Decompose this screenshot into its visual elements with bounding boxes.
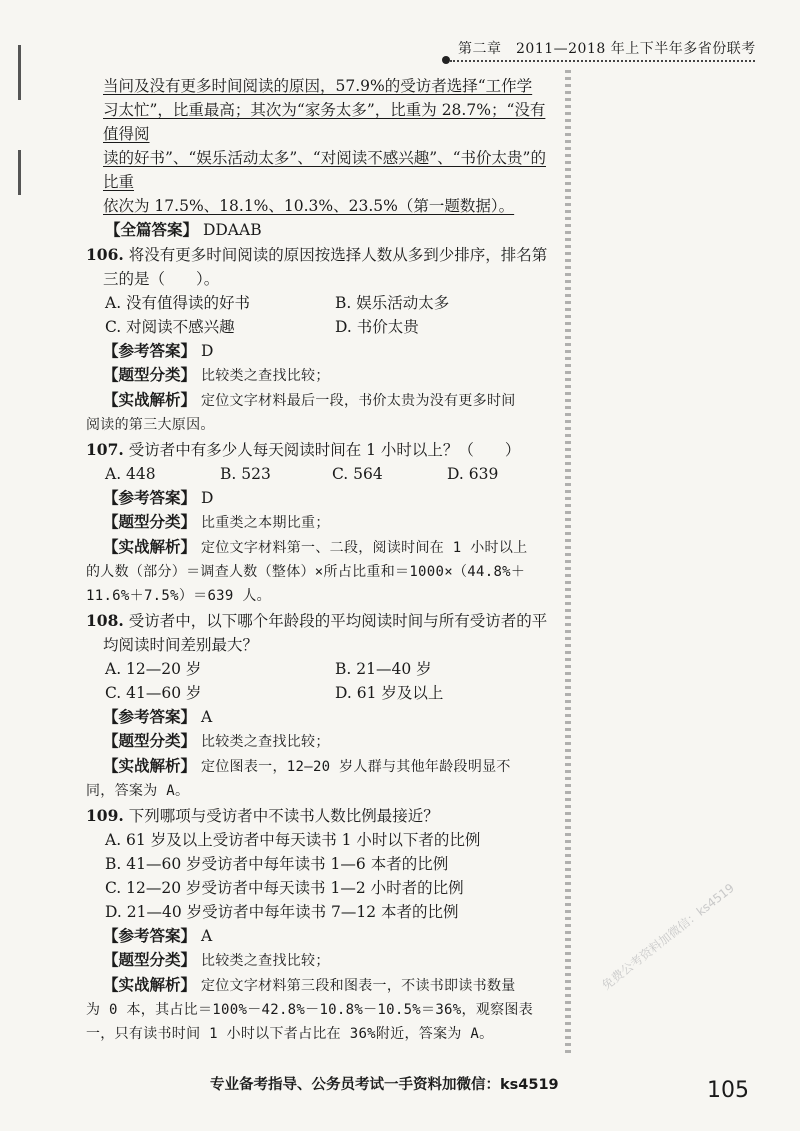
type-line [103,510,558,535]
left-margin-bar-top [18,45,21,100]
type-label: 【题型分类】 [103,513,197,531]
running-header: 第二章 2011—2018 年上下半年多省份联考 [458,41,756,57]
full-answer-label: 【全篇答案】 [105,221,199,239]
option: D. 61 岁及以上 [335,684,444,702]
analysis-text: 定位文字材料第三段和图表一，不读书即读书数量 [200,978,516,994]
question-stem [86,804,558,828]
question-106 [86,243,558,291]
option: B. 娱乐活动太多 [335,294,450,312]
question-number: 109. [86,806,124,825]
answer-line [103,339,558,363]
analysis-line [103,535,558,560]
analysis-text: 阅读的第三大原因。 [86,417,215,433]
intro-line-2: 习太忙”，比重最高；其次为“家务太多”，比重为 28.7%；“没有值得阅 [103,101,546,143]
type-label: 【题型分类】 [103,366,197,384]
full-answer-value: DDAAB [202,221,262,239]
question-number: 106. [86,245,124,264]
option: B. 41—60 岁受访者中每年读书 1—6 本者的比例 [105,855,449,873]
stem-line: 均阅读时间差别最大？ [103,636,259,654]
watermark: 免费公考资料加微信：ks4519 [599,880,737,993]
option: C. 41—60 岁 [105,684,202,702]
type-line [103,363,558,388]
answer-value: D [200,489,214,507]
analysis-text: 定位文字材料第一、二段，阅读时间在 1 小时以上 [200,540,528,556]
type-value: 比重类之本期比重； [200,515,330,531]
option: D. 21—40 岁受访者中每年读书 7—12 本者的比例 [105,903,459,921]
analysis-line [103,973,558,998]
page-content [86,74,558,1046]
type-line [103,729,558,754]
type-value: 比较类之查找比较； [200,368,330,384]
header-rule [450,60,755,62]
analysis-label: 【实战解析】 [103,391,197,409]
answer-line [103,486,558,510]
analysis-label: 【实战解析】 [103,976,197,994]
answer-label: 【参考答案】 [103,708,197,726]
answer-value: D [200,342,214,360]
stem-line: 三的是（ ）。 [103,270,220,288]
question-number: 108. [86,611,124,630]
option: C. 564 [332,465,383,483]
option: A. 12—20 岁 [105,660,202,678]
intro-paragraph [103,74,558,218]
answer-label: 【参考答案】 [103,342,197,360]
question-109 [86,804,558,828]
option: A. 61 岁及以上受访者中每天读书 1 小时以下者的比例 [105,831,481,849]
question-stem [86,243,558,267]
option: A. 448 [105,465,156,483]
type-value: 比较类之查找比较； [200,734,330,750]
question-stem [86,609,558,633]
analysis-text: 定位图表一，12—20 岁人群与其他年龄段明显不 [200,759,511,775]
analysis-text: 为 0 本，其占比＝100%－42.8%－10.8%－10.5%＝36%，观察图表 [86,1002,534,1018]
stem-line: 受访者中，以下哪个年龄段的平均阅读时间与所有受访者的平 [128,612,548,630]
analysis-label: 【实战解析】 [103,538,197,556]
right-wavy-border [565,70,571,1055]
option: D. 639 [447,465,499,483]
options-108 [103,657,558,705]
question-number: 107. [86,440,124,459]
option: D. 书价太贵 [335,318,419,336]
options-106 [103,291,558,339]
answer-value: A [200,708,213,726]
page-number: 105 [707,1078,749,1103]
option: C. 12—20 岁受访者中每天读书 1—2 小时者的比例 [105,879,464,897]
type-label: 【题型分类】 [103,732,197,750]
analysis-text: 的人数（部分）＝调查人数（整体）×所占比重和＝1000×（44.8%＋ [86,564,526,580]
option: B. 21—40 岁 [335,660,432,678]
intro-line-1: 当问及没有更多时间阅读的原因，57.9%的受访者选择“工作学 [103,77,533,95]
stem-line: 将没有更多时间阅读的原因按选择人数从多到少排序，排名第 [128,246,548,264]
intro-line-4: 依次为 17.5%、18.1%、10.3%、23.5%（第一题数据）。 [103,197,515,215]
question-108 [86,609,558,657]
question-107 [86,438,558,462]
option: B. 523 [220,465,271,483]
analysis-text: 11.6%＋7.5%）＝639 人。 [86,588,271,604]
answer-line [103,924,558,948]
analysis-text: 定位文字材料最后一段，书价太贵为没有更多时间 [200,393,516,409]
intro-line-3: 读的好书”、“娱乐活动太多”、“对阅读不感兴趣”、“书价太贵”的比重 [103,149,546,191]
type-line [103,948,558,973]
answer-label: 【参考答案】 [103,489,197,507]
stem-line: 受访者中有多少人每天阅读时间在 1 小时以上？（ ） [128,441,521,459]
analysis-line [103,754,558,779]
analysis-label: 【实战解析】 [103,757,197,775]
full-answer-line [103,218,558,242]
options-107 [103,462,558,486]
option: A. 没有值得读的好书 [105,294,251,312]
option: C. 对阅读不感兴趣 [105,318,235,336]
analysis-text: 同，答案为 A。 [86,783,190,799]
analysis-text: 一，只有读书时间 1 小时以下者占比在 36%附近，答案为 A。 [86,1026,494,1042]
stem-line: 下列哪项与受访者中不读书人数比例最接近？ [128,807,439,825]
answer-line [103,705,558,729]
left-margin-bar-bottom [18,150,21,195]
question-stem [86,438,558,462]
analysis-line [103,388,558,413]
answer-label: 【参考答案】 [103,927,197,945]
answer-value: A [200,927,213,945]
header-dot [442,56,450,64]
type-label: 【题型分类】 [103,951,197,969]
footer-text: 专业备考指导、公务员考试一手资料加微信：ks4519 [210,1077,559,1093]
type-value: 比较类之查找比较； [200,953,330,969]
